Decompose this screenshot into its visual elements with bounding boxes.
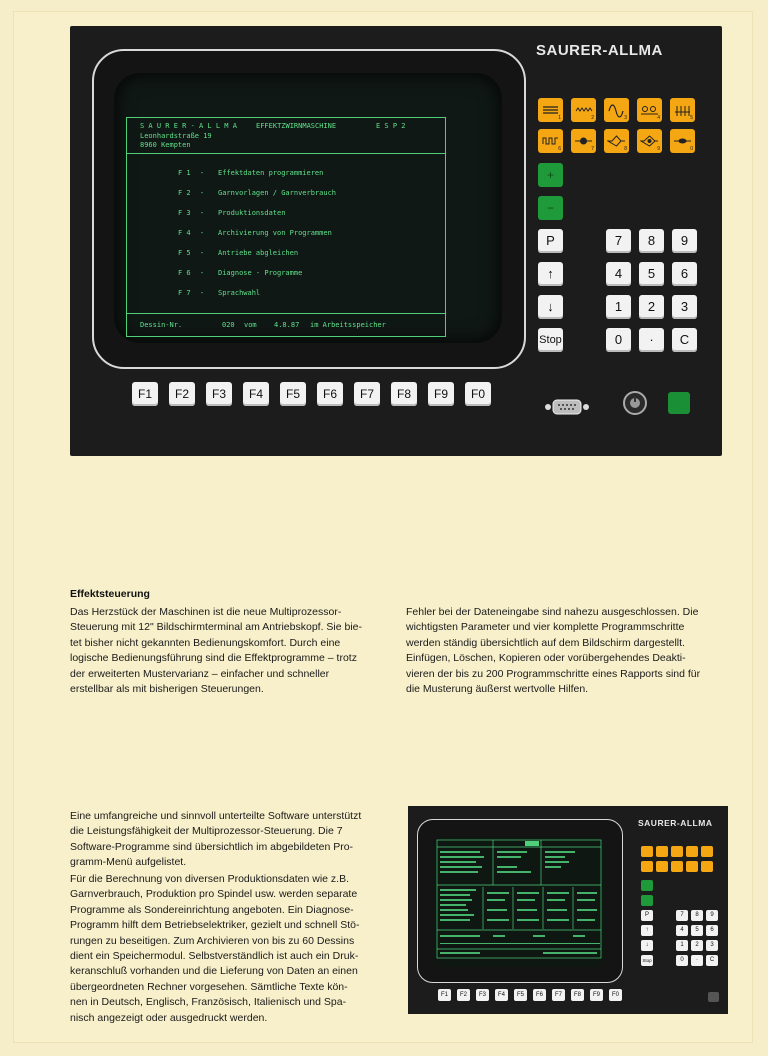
small-function-key: F2	[457, 989, 470, 1001]
text-line: dient ein Speichermodul. Selbstverständlich ist auch ein Druk-	[70, 950, 359, 963]
menu-key: F 5	[178, 249, 191, 257]
zigzag-icon	[574, 102, 593, 118]
software-paragraph	[70, 809, 394, 871]
menu-item-label: Antriebe abgleichen	[218, 249, 299, 257]
status-location: im Arbeitsspeicher	[310, 321, 386, 329]
menu-item-label: Archivierung von Programmen	[218, 229, 332, 237]
pattern-key-number: 7	[591, 146, 594, 152]
pattern-key[interactable]	[670, 98, 695, 122]
plus-key[interactable]: +	[538, 163, 563, 187]
screen-address-line: 8960 Kempten	[140, 141, 191, 149]
small-function-key: F9	[590, 989, 603, 1001]
text-line: der erweiterten Mustervarianz – einfacher und schneller	[70, 667, 330, 680]
function-key-f0[interactable]: F0	[465, 382, 491, 406]
text-line: Das Herzstück der Maschinen ist die neue Multiprozessor-	[70, 606, 342, 618]
small-function-key: F3	[476, 989, 489, 1001]
program-key[interactable]: P	[538, 229, 563, 253]
text-line: die Musterung äußerst wertvolle Hilfen.	[406, 683, 589, 696]
stop-key[interactable]: Stop	[538, 328, 563, 352]
intro-paragraph-continued	[406, 605, 728, 697]
menu-dash: -	[200, 209, 205, 217]
menu-item-label: Diagnose - Programme	[218, 269, 303, 277]
pattern-key-number: 6	[558, 146, 561, 152]
small-pattern-key	[656, 846, 668, 857]
text-line: wichtigsten Parameter und vier komplette Programmschritte	[406, 621, 685, 634]
small-numpad-key: 3	[706, 940, 718, 951]
numpad-key[interactable]: 4	[606, 262, 631, 286]
text-line: Einfügen, Löschen, Kopieren oder vorübergehendes Deakti-	[406, 652, 686, 665]
pattern-key[interactable]	[538, 98, 563, 122]
text-line: Software-Programme sind übersichtlich im abgebildeten Pro-	[70, 840, 354, 853]
small-numpad-key: ·	[691, 955, 703, 966]
function-key-f4[interactable]: F4	[243, 382, 269, 406]
menu-key: F 6	[178, 269, 191, 277]
small-pattern-key	[686, 861, 698, 872]
loops-icon	[640, 102, 659, 118]
numpad-key[interactable]: C	[672, 328, 697, 352]
menu-dash: -	[200, 189, 205, 197]
function-key-f2[interactable]: F2	[169, 382, 195, 406]
status-number: 020	[222, 321, 235, 329]
menu-item-label: Effektdaten programmieren	[218, 169, 324, 177]
menu-key: F 7	[178, 289, 191, 297]
text-line: Programm hilft dem Betriebselektriker, gezielt und schnell Stö-	[70, 919, 360, 932]
menu-dash: -	[200, 229, 205, 237]
pattern-key-number: 1	[558, 115, 561, 121]
slub-icon	[673, 133, 692, 149]
function-key-f3[interactable]: F3	[206, 382, 232, 406]
function-key-f7[interactable]: F7	[354, 382, 380, 406]
function-key-f9[interactable]: F9	[428, 382, 454, 406]
menu-dash: -	[200, 289, 205, 297]
text-line: Programme als Sondereinrichtung angeboten. Ein Diagnose-	[70, 903, 354, 916]
brand-logo: SAURER-ALLMA	[536, 42, 663, 59]
pattern-key[interactable]	[604, 98, 629, 122]
pattern-key[interactable]	[637, 129, 662, 153]
menu-item-label: Sprachwahl	[218, 289, 261, 297]
text-line: erstellbar als mit bisherigen Steuerungen.	[70, 683, 264, 696]
small-numpad-key: C	[706, 955, 718, 966]
pattern-key-number: 4	[657, 115, 660, 121]
small-pattern-key	[656, 861, 668, 872]
pattern-key[interactable]	[571, 129, 596, 153]
production-paragraph	[70, 872, 394, 1026]
text-line: logische Bedienungsführung sind die Effektprogramme – trotz	[70, 652, 357, 665]
menu-dash: -	[200, 269, 205, 277]
small-function-key: F4	[495, 989, 508, 1001]
text-line: nen in Deutsch, Englisch, Französisch, Italienisch und Spa-	[70, 996, 347, 1009]
text-line: keranschluß vorhanden und die Lieferung von Daten an einen	[70, 965, 358, 978]
menu-item-label: Produktionsdaten	[218, 209, 286, 217]
pattern-key-number: 2	[591, 115, 594, 121]
green-indicator-lamp	[668, 392, 690, 414]
numpad-key[interactable]: 3	[672, 295, 697, 319]
data-table-screen-graphic	[433, 837, 605, 967]
status-vom: vom	[244, 321, 257, 329]
pattern-key-number: 9	[657, 146, 660, 152]
numpad-key[interactable]: ·	[639, 328, 664, 352]
screen-brand: S A U R E R - A L L M A	[140, 122, 237, 130]
screen-divider	[126, 313, 446, 314]
key-switch-icon[interactable]	[622, 390, 648, 416]
small-numpad-key: 1	[676, 940, 688, 951]
text-line: Eine umfangreiche und sinnvoll unterteilte Software unterstützt	[70, 810, 362, 822]
text-line: Steuerung mit 12" Bildschirmterminal am Antriebskopf. Sie bie-	[70, 621, 363, 634]
monitor-bezel	[92, 49, 526, 369]
section-heading: Effektsteuerung	[70, 588, 150, 600]
text-line: die Leistungsfähigkeit der Multiprozessor-Steuerung. Die 7	[70, 825, 343, 838]
pattern-key[interactable]	[670, 129, 695, 153]
function-key-f6[interactable]: F6	[317, 382, 343, 406]
status-label: Dessin-Nr.	[140, 321, 183, 329]
small-function-key: F6	[533, 989, 546, 1001]
numpad-key[interactable]: 7	[606, 229, 631, 253]
small-numpad-key: 8	[691, 910, 703, 921]
spikes-icon	[673, 102, 692, 118]
terminal-screen	[126, 117, 446, 337]
lines-icon	[541, 102, 560, 118]
text-line: tet bisher nicht gekannten Bedienungskomfort. Durch eine	[70, 636, 341, 649]
screen-model: E S P 2	[376, 122, 406, 130]
small-function-key: F7	[552, 989, 565, 1001]
text-line: übergeordneten Rechner vorgesehen. Sämtliche Texte kön-	[70, 980, 348, 993]
numpad-key[interactable]: 0	[606, 328, 631, 352]
pattern-key-number: 8	[624, 146, 627, 152]
small-monitor-bezel	[417, 819, 623, 983]
pattern-key[interactable]	[571, 98, 596, 122]
pattern-key-number: 3	[624, 115, 627, 121]
text-line: werden ständig übersichtlich auf dem Bildschirm dargestellt.	[406, 636, 685, 649]
pattern-key[interactable]	[604, 129, 629, 153]
small-numpad-key: 9	[706, 910, 718, 921]
screen-divider	[126, 153, 446, 154]
small-function-key: F0	[609, 989, 622, 1001]
serial-port-icon	[544, 396, 590, 418]
small-pattern-key	[641, 846, 653, 857]
small-pattern-key	[701, 861, 713, 872]
small-numpad-key: 0	[676, 955, 688, 966]
square-wave-icon	[541, 133, 560, 149]
numpad-key[interactable]: 2	[639, 295, 664, 319]
function-key-f1[interactable]: F1	[132, 382, 158, 406]
menu-key: F 2	[178, 189, 191, 197]
text-line: vieren der bis zu 200 Programmschritte eines Rapports sind für	[406, 667, 701, 680]
numpad-key[interactable]: 5	[639, 262, 664, 286]
pattern-key-number: 0	[690, 146, 693, 152]
small-function-key: F5	[514, 989, 527, 1001]
control-panel	[70, 26, 722, 456]
small-minus-key	[641, 895, 653, 906]
small-function-key: F1	[438, 989, 451, 1001]
diamond-icon	[607, 133, 626, 149]
numpad-key[interactable]: 8	[639, 229, 664, 253]
small-pattern-key	[671, 846, 683, 857]
text-line: Fehler bei der Dateneingabe sind nahezu ausgeschlossen. Die	[406, 606, 699, 618]
status-date: 4.8.87	[274, 321, 300, 329]
small-pattern-key	[686, 846, 698, 857]
small-numpad-key: 4	[676, 925, 688, 936]
small-terminal-screen	[433, 837, 605, 967]
menu-key: F 1	[178, 169, 191, 177]
small-numpad-key: 6	[706, 925, 718, 936]
menu-item-label: Garnvorlagen / Garnverbrauch	[218, 189, 337, 197]
small-indicator-lamp	[708, 992, 719, 1002]
pattern-key[interactable]	[637, 98, 662, 122]
minus-key[interactable]: −	[538, 196, 563, 220]
numpad-key[interactable]: 9	[672, 229, 697, 253]
function-key-f8[interactable]: F8	[391, 382, 417, 406]
function-key-f5[interactable]: F5	[280, 382, 306, 406]
text-line: nisch angezeigt oder ausgedruckt werden.	[70, 1011, 268, 1024]
small-cursor-down-key: ↓	[641, 940, 653, 951]
screen-title: EFFEKTZWIRNMASCHINE	[256, 122, 337, 130]
eye-diamond-icon	[640, 133, 659, 149]
cursor-down-key[interactable]: ↓	[538, 295, 563, 319]
numpad-key[interactable]: 6	[672, 262, 697, 286]
wave-icon	[607, 102, 626, 118]
menu-dash: -	[200, 169, 205, 177]
small-pattern-key	[701, 846, 713, 857]
small-plus-key	[641, 880, 653, 891]
small-pattern-key	[671, 861, 683, 872]
text-line: Garnverbrauch, Produktion pro Spindel usw. werden separate	[70, 888, 358, 901]
small-program-key: P	[641, 910, 653, 921]
text-line: rungen zu beseitigen. Zum Archivieren von bis zu 60 Dessins	[70, 934, 355, 947]
pattern-key[interactable]	[538, 129, 563, 153]
small-numpad-key: 2	[691, 940, 703, 951]
text-line: Für die Berechnung von diversen Produktionsdaten wie z.B.	[70, 873, 349, 885]
screen-frame	[126, 117, 446, 337]
intro-paragraph	[70, 605, 392, 697]
screen-address-line: Leonhardstraße 19	[140, 132, 212, 140]
small-stop-key: Stop	[641, 955, 653, 966]
numpad-key[interactable]: 1	[606, 295, 631, 319]
small-numpad-key: 5	[691, 925, 703, 936]
small-numpad-key: 7	[676, 910, 688, 921]
small-control-panel-photo	[408, 806, 728, 1014]
menu-dash: -	[200, 249, 205, 257]
small-cursor-up-key: ↑	[641, 925, 653, 936]
menu-key: F 4	[178, 229, 191, 237]
cursor-up-key[interactable]: ↑	[538, 262, 563, 286]
pattern-key-number: 5	[690, 115, 693, 121]
small-brand-logo: SAURER-ALLMA	[638, 818, 713, 828]
small-function-key: F8	[571, 989, 584, 1001]
text-line: gramm-Menü aufgelistet.	[70, 856, 187, 869]
small-pattern-key	[641, 861, 653, 872]
bead-icon	[574, 133, 593, 149]
menu-key: F 3	[178, 209, 191, 217]
